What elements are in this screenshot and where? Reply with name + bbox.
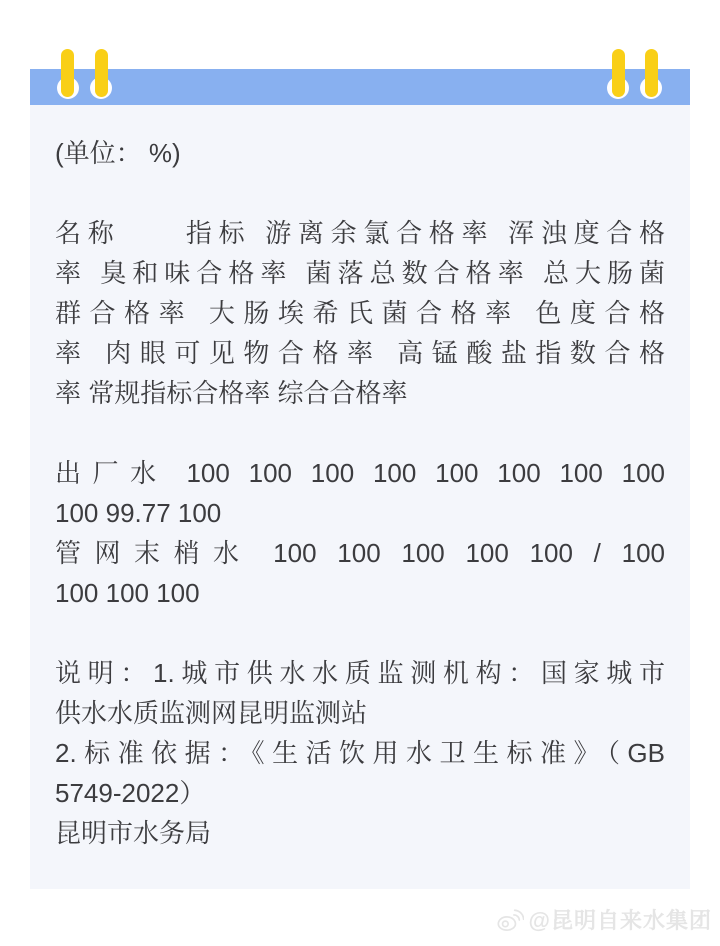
- indicator-header-paragraph: [55, 213, 665, 413]
- watermark-handle: @昆明自来水集团: [528, 908, 712, 933]
- remarks-paragraph: [55, 653, 665, 853]
- results-paragraph: [55, 453, 665, 613]
- remark-line: 2.标准依据：《生活饮用水卫生标准》（GB: [55, 738, 665, 768]
- pipe-network-water-row: 管网末梢水 100 100 100 100 100 / 100: [55, 538, 665, 568]
- unit-label: (单位： %): [55, 138, 181, 168]
- note-header-bar: [30, 69, 690, 105]
- text-line: 群合格率 大肠埃希氏菌合格率 色度合格: [55, 298, 665, 328]
- issuer-label: 昆明市水务局: [55, 818, 212, 848]
- text-line: 率 常规指标合格率 综合合格率: [55, 378, 408, 408]
- text-line: 率 肉眼可见物合格率 高锰酸盐指数合格: [55, 338, 665, 368]
- binder-pin: [612, 49, 625, 97]
- factory-water-row-continued: 100 99.77 100: [55, 498, 222, 528]
- binder-pin: [645, 49, 658, 97]
- binder-pin: [95, 49, 108, 97]
- note-card: [30, 69, 690, 889]
- pipe-network-water-row-continued: 100 100 100: [55, 578, 200, 608]
- text-line: 率 臭和味合格率 菌落总数合格率 总大肠菌: [55, 258, 665, 288]
- remark-line: 说明：1.城市供水水质监测机构：国家城市: [55, 658, 665, 688]
- remark-line: 供水水质监测网昆明监测站: [55, 698, 368, 728]
- text-line: 名称 指标 游离余氯合格率 浑浊度合格: [55, 218, 665, 248]
- binder-pin: [61, 49, 74, 97]
- weibo-icon: [496, 907, 524, 933]
- note-body: [30, 105, 690, 889]
- remark-line: 5749-2022）: [55, 778, 206, 808]
- watermark: [496, 904, 712, 935]
- factory-water-row: 出厂水 100 100 100 100 100 100 100 100: [55, 458, 665, 488]
